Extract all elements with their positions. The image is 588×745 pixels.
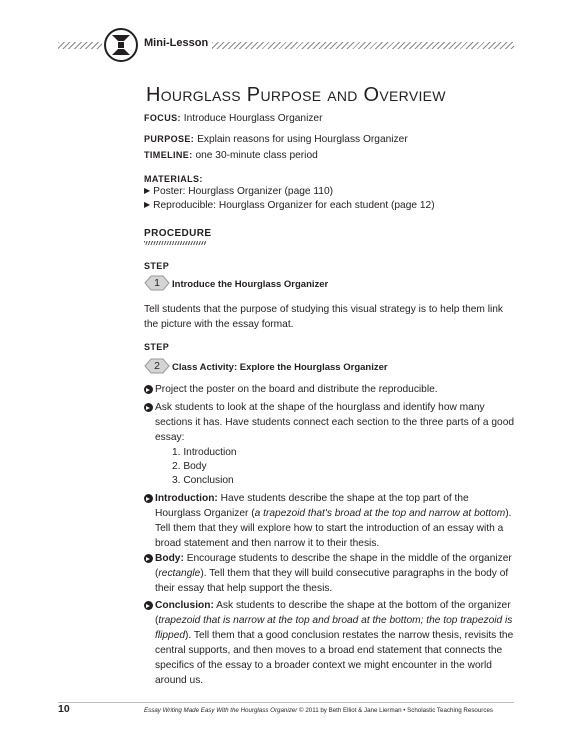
bullet-text: ). Tell them that a good conclusion restates the narrow thesis, revisits the central supports, and then moves to a broad end statement that connects the specifics of the essay to a broader context we might encounter in the world around us. <box>155 630 514 686</box>
book-title: Essay Writing Made Easy With the Hourglass Organizer <box>144 707 298 714</box>
bullet-text: Ask students to look at the shape of the hourglass and identify how many sections it has. Have students connect each section to the three parts of a good essay: <box>155 402 515 443</box>
step-number: 2 <box>154 360 160 372</box>
procedure-rule <box>144 241 206 245</box>
purpose-value: Explain reasons for using Hourglass Organizer <box>197 134 408 145</box>
step1-description: Tell students that the purpose of studying this visual strategy is to help them link the picture with the essay format. <box>144 304 504 330</box>
footer-credit <box>144 707 493 714</box>
section-label: Mini-Lesson <box>144 37 209 49</box>
step-label: STEP <box>144 342 170 352</box>
bullet-lead: Introduction: <box>155 493 218 504</box>
bullet-item-body <box>144 551 516 596</box>
bullet-item <box>144 382 516 397</box>
materials-item <box>144 198 435 213</box>
bullet-lead: Conclusion: <box>155 600 214 611</box>
header-rule-right <box>212 42 514 49</box>
materials-item-text: Poster: Hourglass Organizer (page 110) <box>153 186 334 197</box>
bullet-emphasis: rectangle <box>158 568 201 579</box>
step-label: STEP <box>144 261 170 271</box>
focus-value: Introduce Hourglass Organizer <box>183 113 323 124</box>
header-rule-left <box>58 42 102 49</box>
bullet-text: Ask students to describe the shape at the bottom of the organizer ( <box>155 600 511 626</box>
arrow-bullet-icon <box>144 494 153 503</box>
bullet-text: Encourage students to describe the shape in the middle of the organizer ( <box>155 553 512 579</box>
bullet-text: ). Tell them that they will explore how to start the introduction of an essay with a broad statement and then narrow it to their thesis. <box>155 508 512 549</box>
page-title: Hourglass Purpose and Overview <box>146 84 446 106</box>
arrow-bullet-icon <box>144 601 153 610</box>
purpose-line <box>144 132 408 147</box>
step2-label <box>144 340 169 355</box>
step1-label <box>144 259 169 274</box>
timeline-value: one 30-minute class period <box>195 150 318 161</box>
materials-item <box>144 184 333 199</box>
focus-label: FOCUS: <box>144 113 181 123</box>
copyright-text: © 2011 by Beth Elliot & Jane Lierman • Scholastic Teaching Resources <box>297 707 493 714</box>
timeline-label: TIMELINE: <box>144 150 193 160</box>
triangle-bullet-icon: ▶ <box>144 200 151 209</box>
bullet-item-introduction <box>144 491 516 551</box>
arrow-bullet-icon <box>144 554 153 563</box>
bullet-text: Have students describe the shape at the top part of the Hourglass Organizer ( <box>155 493 469 519</box>
hourglass-icon <box>104 28 138 62</box>
bullet-emphasis: trapezoid that is narrow at the top and broad at the bottom; the top trapezoid is flipped <box>155 615 513 641</box>
bullet-emphasis: a trapezoid that's broad at the top and narrow at bottom <box>254 508 506 519</box>
bullet-item <box>144 400 516 445</box>
bullet-item-conclusion <box>144 598 516 688</box>
bullet-lead: Body: <box>155 553 184 564</box>
step1-badge <box>144 275 329 291</box>
step2-badge <box>144 358 388 374</box>
bullet-text: ). Tell them that they will build consecutive paragraphs in the body of their essay that help support the thesis. <box>155 568 509 594</box>
arrow-bullet-icon <box>144 403 153 412</box>
materials-label: MATERIALS: <box>144 174 203 184</box>
list-item: 2. Body <box>172 461 207 472</box>
timeline-line <box>144 148 318 163</box>
bullet-text: Project the poster on the board and distribute the reproducible. <box>155 384 438 395</box>
page-number: 10 <box>58 703 70 715</box>
list-item: 1. Introduction <box>172 447 237 458</box>
arrow-bullet-icon <box>144 385 153 394</box>
materials-item-text: Reproducible: Hourglass Organizer for each student (page 12) <box>153 200 435 211</box>
triangle-bullet-icon: ▶ <box>144 186 151 195</box>
list-item: 3. Conclusion <box>172 475 234 486</box>
focus-line <box>144 111 322 126</box>
purpose-label: PURPOSE: <box>144 134 195 144</box>
step-name: Introduce the Hourglass Organizer <box>172 279 329 290</box>
step-number: 1 <box>154 277 160 289</box>
procedure-heading: PROCEDURE <box>144 228 212 239</box>
step-name: Class Activity: Explore the Hourglass Organizer <box>172 362 388 373</box>
footer-rule <box>58 702 514 703</box>
